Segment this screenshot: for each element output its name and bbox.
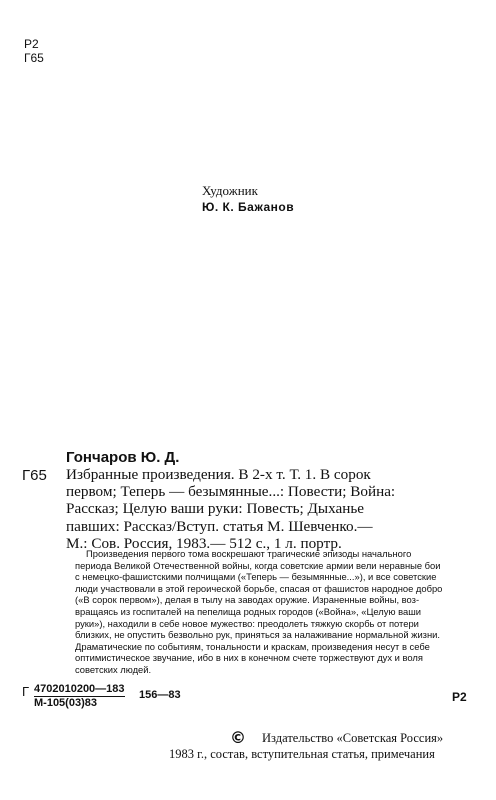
copyright-details: 1983 г., состав, вступительная статья, примечания (169, 747, 435, 761)
catalog-letter: Г (22, 684, 30, 699)
catalog-right-code: Р2 (452, 690, 467, 704)
biblio-line: Рассказ; Целую ваши руки: Повесть; Дыханье (66, 500, 365, 518)
annotation-line: периода Великой Отечественной войны, когда советские армии вели неравные бои (75, 559, 441, 571)
bibliographic-description (66, 466, 466, 552)
biblio-line: Избранные произведения. В 2-х т. Т. 1. В сорок (66, 466, 371, 483)
biblio-line: М.: Сов. Россия, 1983.— 512 с., 1 л. портр. (66, 534, 342, 552)
publisher-name: Издательство «Советская Россия» (262, 731, 444, 745)
annotation-line: люди участвовали в этой героической борьбе, спасая от фашистов народное добро (75, 582, 443, 594)
annotation-line: Драматические по событиям, тональности и краскам, произведения несут в себе (75, 640, 430, 652)
udc-index (24, 37, 44, 65)
annotation-line: Произведения первого тома воскрешают трагические эпизоды начального (86, 548, 412, 559)
biblio-line: первом; Теперь — безымянные...: Повести; Война: (66, 483, 396, 501)
artist-name: Ю. К. Бажанов (202, 200, 295, 214)
artist-credit (202, 183, 294, 215)
catalog-middle-code: 156—83 (139, 689, 181, 701)
annotation-line: оптимистическое звучание, ибо в них в конечном счете торжествуют дух и воля (75, 652, 423, 664)
udc-line-2: Г65 (24, 51, 44, 65)
annotation-line: близких, не опустить безвольно рук, приняться за налаживание нормальной жизни. (75, 629, 440, 641)
annotation-line: советских людей. (75, 663, 152, 675)
biblio-line: павших: Рассказ/Вступ. статья М. Шевченко.— (66, 517, 373, 535)
annotation-line: с немецко-фашистскими полчищами («Теперь — безымянные...»), и все советские (75, 571, 437, 583)
artist-role: Художник (202, 183, 258, 198)
annotation-line: вращаясь из госпиталей на пепелища родных городов («Война», «Целую ваши (75, 605, 421, 617)
annotation-line: руки»), находили в себе новое мужество: преодолеть тяжкую скорбь от потери (75, 617, 419, 629)
author-heading: Гончаров Ю. Д. (66, 449, 180, 466)
class-code: Г65 (22, 467, 47, 484)
annotation (75, 548, 468, 676)
udc-line-1: Р2 (24, 37, 39, 51)
copyright-icon: © (230, 728, 246, 747)
catalog-number-bottom: М-105(03)83 (34, 697, 97, 709)
catalog-number-top: 4702010200—183 (34, 683, 125, 695)
annotation-line: («В сорок первом»), делая в тылу на заводах оружие. Израненные войны, воз- (75, 594, 420, 606)
